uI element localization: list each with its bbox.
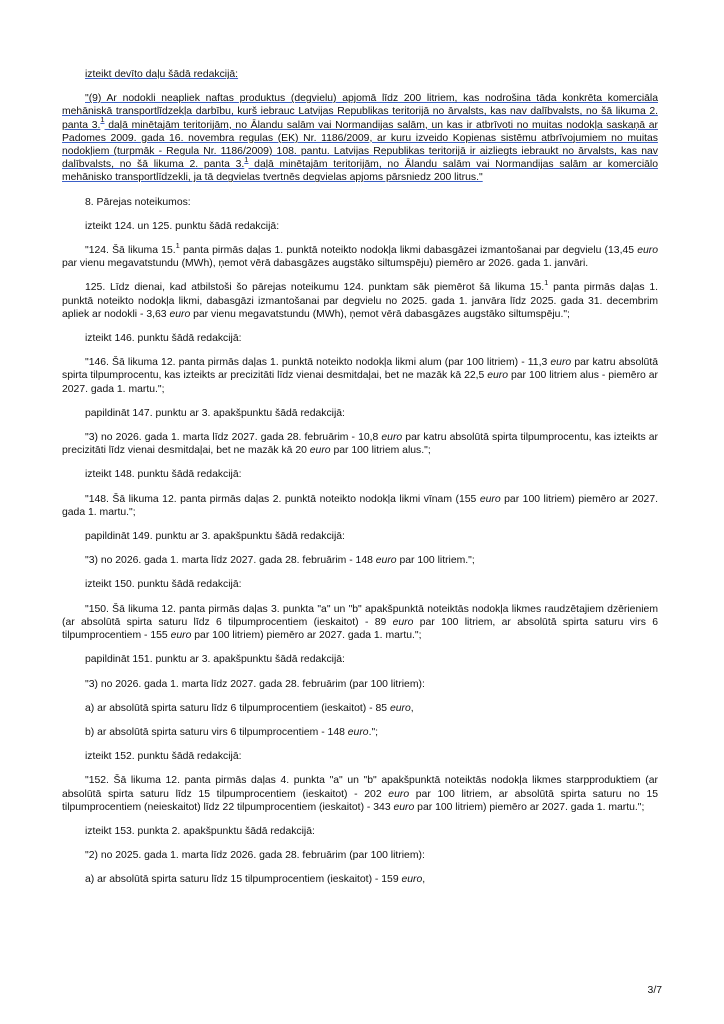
paragraph xyxy=(62,493,658,519)
text-run: panta pirmās daļas 1. punktā noteikto nodokļa likmi, dabasgāzi izmantošanai par degvielu no 2025. gada 1. janvāra līdz 2025. gada 31. decembrim apliek ar nodokli - 3,63 xyxy=(62,282,658,320)
paragraph xyxy=(62,407,658,420)
text-run: "(9) Ar nodokli neapliek naftas produktus (degvielu) apjomā līdz 200 litriem, kas nodrošina tāda konkrēta komerciāla mehāniskā transportlīdzekļa darbību, kurš iebrauc Latvijas Republikas teritorijā no ārvalsts, kas nav dalībvalsts, no šā likuma 2. panta 3. xyxy=(62,93,658,131)
text-run: panta pirmās daļas 1. punktā noteikto nodokļa likmi dabasgāzei izmantošanai par degvielu (13,45 xyxy=(179,245,638,257)
text-run: izteikt 152. punktu šādā redakcijā: xyxy=(85,751,242,763)
text-run: izteikt 146. punktu šādā redakcijā: xyxy=(85,333,242,345)
paragraph xyxy=(62,873,658,886)
text-run: par 100 litriem, ar absolūtā spirta saturu virs 6 tilpumprocentiem - 155 xyxy=(62,616,658,642)
text-run: par 100 litriem alus."; xyxy=(330,445,431,457)
text-run: papildināt 151. punktu ar 3. apakšpunktu šādā redakcijā: xyxy=(85,654,345,666)
text-run: daļā minētajām teritorijām, no Ālandu salām vai Normandijas salām, un kas ir atbrīvoti no muitas nodokļa saskaņā ar Padomes 2009. gada 16. novembra regulas (EK) Nr. 1186/2009, ar kuru izveido Kopienas sistēmu atbrīvojumiem no muitas nodokļiem (turpmāk - Regula Nr. 1186/2009) 108. pantu. Latvijas Republikas teritorijā ir aizliegts iebraukt no ārvalsts, kas nav dalībvalsts, no šā likuma 2. panta 3. xyxy=(62,119,658,171)
text-run: daļā minētajām teritorijām, no Ālandu salām vai Normandijas salām ar komerciālo mehānisko transportlīdzekli, ja tā degvielas tvertnēs degvielas apjoms pārsniedz 200 litrus." xyxy=(62,159,658,184)
text-run: , xyxy=(422,874,426,886)
text-run: izteikt 150. punktu šādā redakcijā: xyxy=(85,579,242,591)
text-run: euro xyxy=(392,616,414,628)
text-run: , xyxy=(410,702,414,714)
text-run: "3) no 2026. gada 1. marta līdz 2027. gada 28. februārim - 148 xyxy=(85,555,376,567)
text-run: 8. Pārejas noteikumos: xyxy=(85,196,191,208)
text-run: euro xyxy=(393,801,415,813)
text-run: euro xyxy=(479,493,501,505)
text-run: euro xyxy=(170,630,192,642)
text-run: "2) no 2025. gada 1. marta līdz 2026. gada 28. februārim (par 100 litriem): xyxy=(85,850,425,862)
superscript: 1 xyxy=(544,277,549,287)
document-body xyxy=(62,68,658,898)
text-run: "3) no 2026. gada 1. marta līdz 2027. gada 28. februārim - 10,8 xyxy=(85,432,382,444)
text-run: "3) no 2026. gada 1. marta līdz 2027. gada 28. februārim (par 100 litriem): xyxy=(85,678,425,690)
superscript: 1 xyxy=(175,240,180,250)
page-number: 3/7 xyxy=(647,984,662,996)
text-run: euro xyxy=(550,357,572,369)
text-run: euro xyxy=(375,555,397,567)
paragraph xyxy=(62,554,658,567)
text-run: euro xyxy=(388,788,410,800)
text-run: euro xyxy=(169,308,191,320)
text-run: papildināt 149. punktu ar 3. apakšpunktu šādā redakcijā: xyxy=(85,531,345,543)
paragraph xyxy=(62,240,658,270)
text-run: par 100 litriem) piemēro ar 2027. gada 1. martu."; xyxy=(414,801,645,813)
paragraph xyxy=(62,92,658,184)
paragraph xyxy=(62,530,658,543)
paragraph xyxy=(62,468,658,481)
text-run: 125. Līdz dienai, kad atbilstoši šo pārejas noteikumu 124. punktam sāk piemērot šā likuma 15. xyxy=(85,282,545,294)
text-run: par 100 litriem."; xyxy=(396,555,475,567)
superscript: 1 xyxy=(100,115,105,125)
paragraph xyxy=(62,825,658,838)
paragraph xyxy=(62,702,658,715)
text-run: b) ar absolūtā spirta saturu virs 6 tilpumprocentiem - 148 xyxy=(85,726,348,738)
text-run: euro xyxy=(389,702,411,714)
paragraph xyxy=(62,68,658,81)
text-run: euro xyxy=(309,445,331,457)
text-run: izteikt devīto daļu šādā redakcijā: xyxy=(85,69,239,80)
text-run: "146. Šā likuma 12. panta pirmās daļas 1. punktā noteikto nodokļa likmi alum (par 100 litriem) - 11,3 xyxy=(85,357,551,369)
superscript: 1 xyxy=(244,154,249,164)
paragraph xyxy=(62,578,658,591)
text-run: par vienu megavatstundu (MWh), ņemot vērā dabasgāzes augstāko siltumspēju) piemēro ar 2026. gada 1. janvāri. xyxy=(62,258,589,270)
text-run: izteikt 153. punkta 2. apakšpunktu šādā redakcijā: xyxy=(85,825,315,837)
paragraph xyxy=(62,356,658,396)
text-run: "152. Šā likuma 12. panta pirmās daļas 4. punkta "a" un "b" apakšpunktā noteiktās nodokļa likmes starpproduktiem (ar absolūtā spirta saturu līdz 15 tilpumprocentiem (ieskaitot) - 202 xyxy=(62,775,658,800)
text-run: "124. Šā likuma 15. xyxy=(85,245,176,257)
text-run: euro xyxy=(381,432,403,444)
text-run: izteikt 124. un 125. punktu šādā redakcijā: xyxy=(85,220,280,232)
text-run: par katru absolūtā spirta tilpumprocentu, kas izteikts ar precizitāti līdz vienai desmitdaļai, bet ne mazāk kā 20 xyxy=(62,432,658,457)
paragraph xyxy=(62,750,658,763)
paragraph xyxy=(62,277,658,321)
paragraph xyxy=(62,849,658,862)
text-run: "148. Šā likuma 12. panta pirmās daļas 2. punktā noteikto nodokļa likmi vīnam (155 xyxy=(85,493,480,505)
paragraph xyxy=(62,332,658,345)
paragraph xyxy=(62,603,658,643)
paragraph xyxy=(62,220,658,233)
text-run: "150. Šā likuma 12. panta pirmās daļas 3. punkta "a" un "b" apakšpunktā noteiktās nodokļa likmes raudzētajiem dzērieniem (ar absolūtā spirta saturu līdz 6 tilpumprocentiem (ieskaitot) - 89 xyxy=(62,603,658,628)
text-run: euro xyxy=(401,874,423,886)
text-run: euro xyxy=(637,245,658,257)
paragraph xyxy=(62,678,658,691)
text-run: euro xyxy=(487,370,509,382)
text-run: par 100 litriem, ar absolūtā spirta saturu no 15 tilpumprocentiem (neieskaitot) līdz 22 tilpumprocentiem (ieskaitot) - 343 xyxy=(62,788,659,813)
text-run: a) ar absolūtā spirta saturu līdz 15 tilpumprocentiem (ieskaitot) - 159 xyxy=(85,874,402,886)
text-run: ."; xyxy=(368,726,379,738)
text-run: izteikt 148. punktu šādā redakcijā: xyxy=(85,469,242,481)
paragraph xyxy=(62,653,658,666)
text-run: euro xyxy=(347,726,369,738)
text-run: par 100 litriem alus - piemēro ar 2027. gada 1. martu."; xyxy=(62,370,658,395)
paragraph xyxy=(62,196,658,209)
text-run: par vienu megavatstundu (MWh), ņemot vērā dabasgāzes augstāko siltumspēju."; xyxy=(190,308,570,320)
text-run: par 100 litriem) piemēro ar 2027. gada 1. martu."; xyxy=(62,493,659,518)
paragraph xyxy=(62,774,658,814)
text-run: par katru absolūtā spirta tilpumprocentu, kas izteikts ar precizitāti līdz vienai desmitdaļai, bet ne mazāk kā 22,5 xyxy=(62,357,658,382)
paragraph xyxy=(62,431,658,457)
text-run: par 100 litriem) piemēro ar 2027. gada 1. martu."; xyxy=(191,630,422,642)
text-run: papildināt 147. punktu ar 3. apakšpunktu šādā redakcijā: xyxy=(85,407,345,419)
text-run: a) ar absolūtā spirta saturu līdz 6 tilpumprocentiem (ieskaitot) - 85 xyxy=(85,702,390,714)
paragraph xyxy=(62,726,658,739)
